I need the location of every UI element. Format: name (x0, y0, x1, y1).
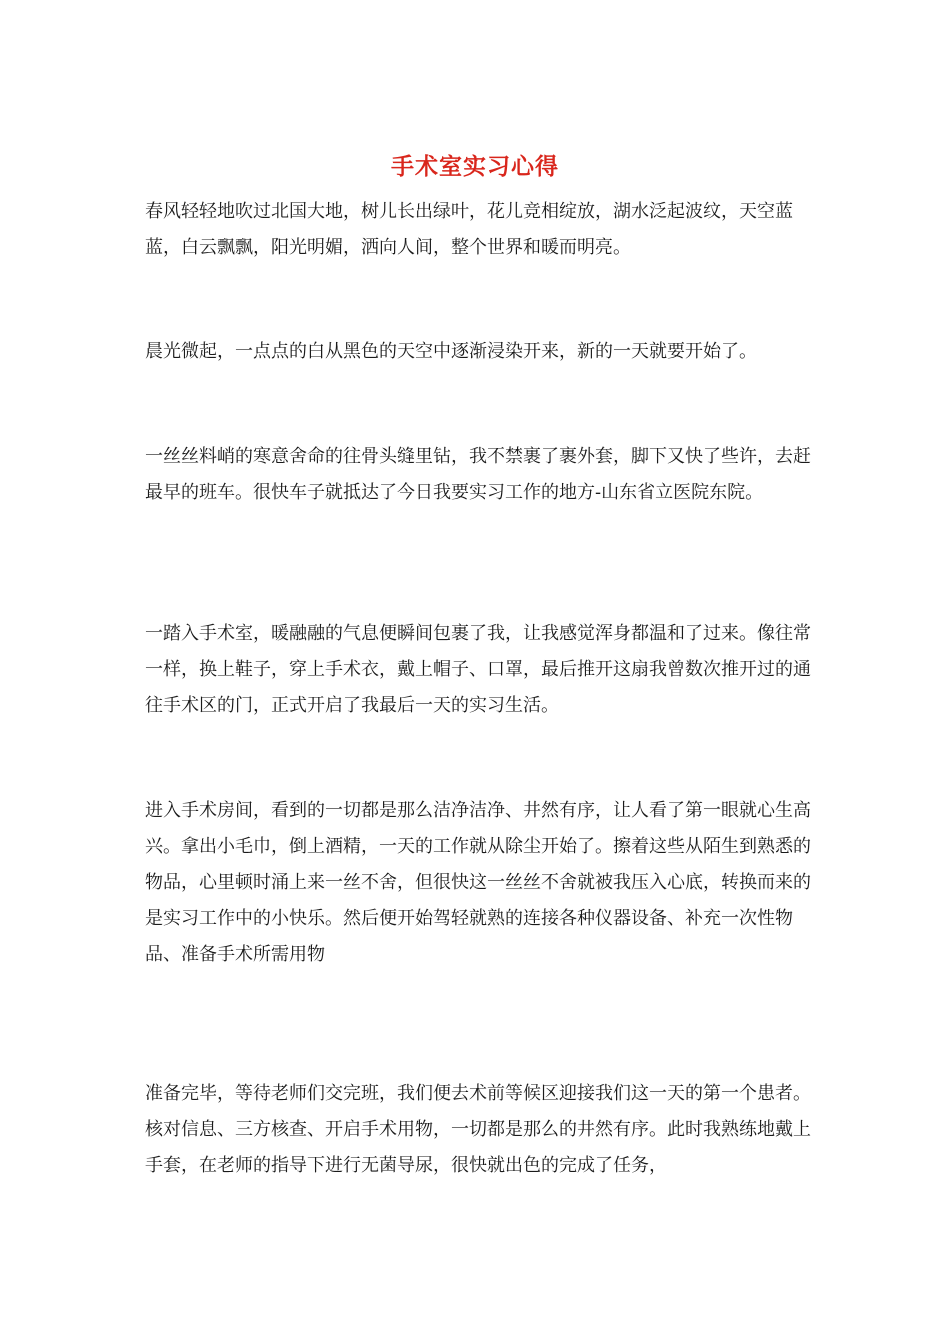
paragraph-4: 一踏入手术室，暖融融的气息便瞬间包裹了我，让我感觉浑身都温和了过来。像往常一样，换上鞋子，穿上手术衣，戴上帽子、口罩，最后推开这扇我曾数次推开过的通往手术区的门，正式开启了我最后一天的实习生活。 (145, 623, 811, 716)
paragraph-3: 一丝丝料峭的寒意舍命的往骨头缝里钻，我不禁裹了裹外套，脚下又快了些许，去赶最早的班车。很快车子就抵达了今日我要实习工作的地方-山东省立医院东院。 (145, 446, 811, 503)
paragraph-2: 晨光微起，一点点的白从黑色的天空中逐渐浸染开来，新的一天就要开始了。 (145, 341, 757, 362)
paragraph-6: 准备完毕，等待老师们交完班，我们便去术前等候区迎接我们这一天的第一个患者。核对信息、三方核查、开启手术用物，一切都是那么的井然有序。此时我熟练地戴上手套，在老师的指导下进行无菌导尿，很快就出色的完成了任务， (145, 1083, 811, 1176)
paragraph-1: 春风轻轻地吹过北国大地，树儿长出绿叶，花儿竞相绽放，湖水泛起波纹，天空蓝蓝，白云飘飘，阳光明媚，洒向人间，整个世界和暖而明亮。 (145, 201, 793, 258)
paragraph-5: 进入手术房间，看到的一切都是那么洁净洁净、井然有序，让人看了第一眼就心生高兴。拿出小毛巾，倒上酒精，一天的工作就从除尘开始了。擦着这些从陌生到熟悉的物品，心里顿时涌上来一丝不舍，但很快这一丝丝不舍就被我压入心底，转换而来的是实习工作中的小快乐。然后便开始驾轻就熟的连接各种仪器设备、补充一次性物品、准备手术所需用物 (145, 800, 811, 965)
document-title: 手术室实习心得 (391, 153, 559, 180)
